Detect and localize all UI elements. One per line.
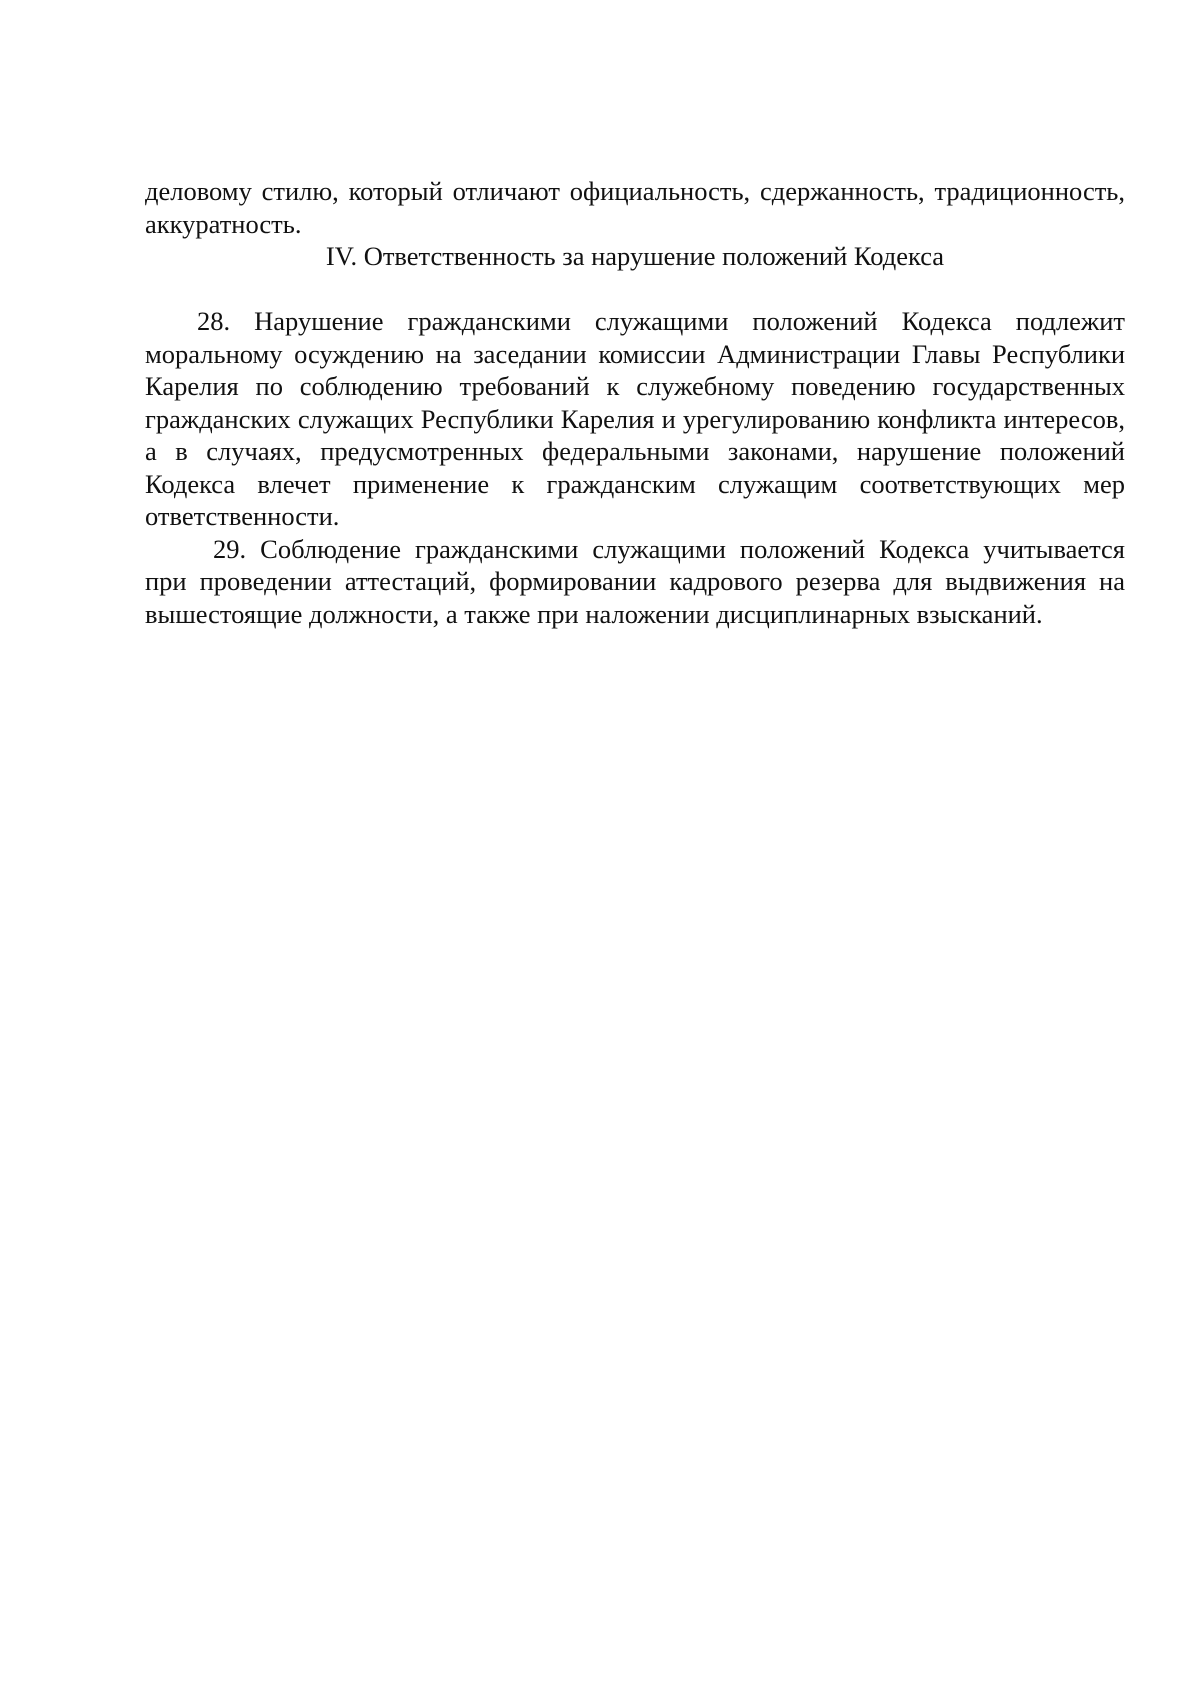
continuation-paragraph: деловому стилю, который отличают официальность, сдержанность, традиционность, аккуратность. xyxy=(145,176,1125,239)
document-body xyxy=(145,175,1125,630)
section-heading: IV. Ответственность за нарушение положений Кодекса xyxy=(325,241,945,271)
paragraph-28: 28. Нарушение гражданскими служащими положений Кодекса подлежит моральному осуждению на заседании комиссии Администрации Главы Республики Карелия по соблюдению требований к служебному поведению государственных гражданских служащих Республики Карелия и урегулированию конфликта интересов, а в случаях, предусмотренных федеральными законами, нарушение положений Кодекса влечет применение к гражданским служащим соответствующих мер ответственности. xyxy=(145,306,1125,531)
blank-line xyxy=(145,273,1125,306)
paragraph-29: 29. Соблюдение гражданскими служащими положений Кодекса учитывается при проведении аттестаций, формировании кадрового резерва для выдвижения на вышестоящие должности, а также при наложении дисциплинарных взысканий. xyxy=(145,533,1125,629)
